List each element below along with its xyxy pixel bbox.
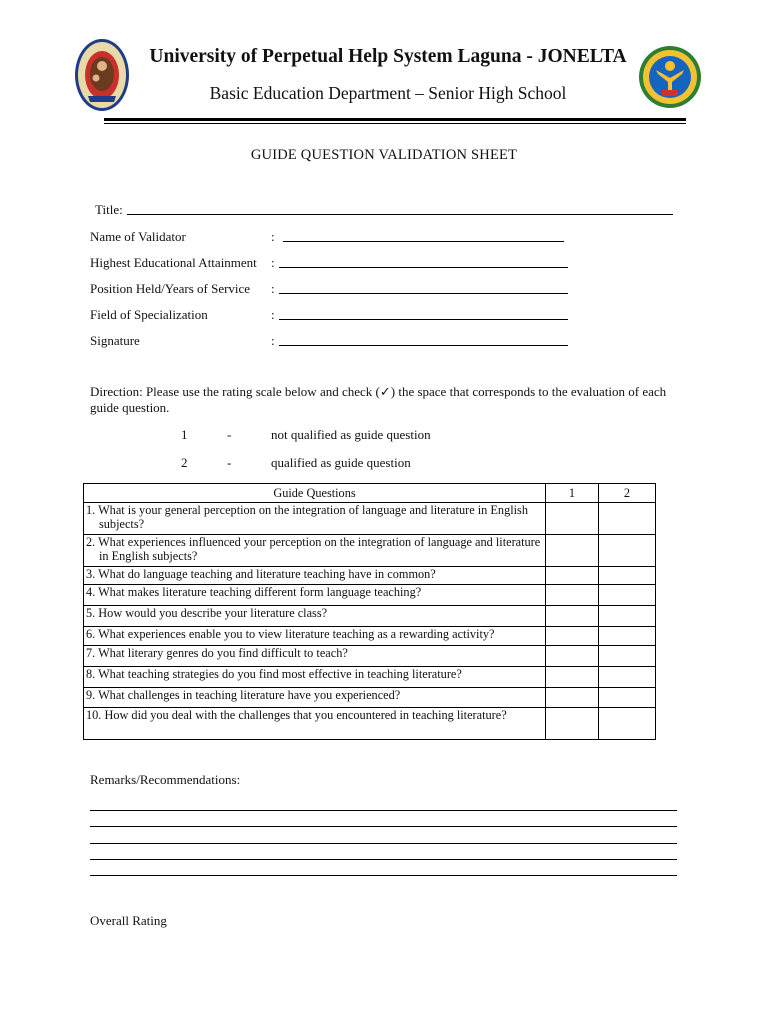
- remarks-line[interactable]: [90, 843, 677, 844]
- scale-description: qualified as guide question: [271, 455, 411, 470]
- scale-dash: -: [227, 455, 232, 470]
- question-text: 2. What experiences influenced your perception on the integration of language and literature in English subjects?: [86, 535, 541, 563]
- rating-cell-1[interactable]: [546, 646, 599, 667]
- specialization-label: Field of Specialization: [90, 307, 208, 322]
- validator-name-field[interactable]: [283, 241, 564, 242]
- table-header-row: [84, 484, 656, 503]
- question-text: 10. How did you deal with the challenges that you encountered in teaching literature?: [86, 708, 507, 722]
- rating-cell-2[interactable]: [599, 667, 656, 688]
- rating-cell-2[interactable]: [599, 567, 656, 585]
- table-row: [84, 567, 656, 585]
- educational-attainment-field[interactable]: [279, 267, 568, 268]
- rating-cell-2[interactable]: [599, 606, 656, 627]
- overall-rating-label: Overall Rating: [90, 913, 167, 928]
- rating-cell-1[interactable]: [546, 567, 599, 585]
- scale-dash: -: [227, 427, 232, 442]
- question-text: 4. What makes literature teaching different form language teaching?: [86, 585, 422, 599]
- remarks-line[interactable]: [90, 875, 677, 876]
- table-row: [84, 503, 656, 535]
- rating-cell-1[interactable]: [546, 535, 599, 567]
- educational-attainment-label: Highest Educational Attainment: [90, 255, 257, 270]
- position-label: Position Held/Years of Service: [90, 281, 251, 296]
- header-divider-thin: [104, 123, 686, 124]
- scale-value: 1: [181, 427, 188, 442]
- question-text: 5. How would you describe your literature class?: [86, 606, 328, 620]
- colon: :: [271, 281, 275, 296]
- rating-cell-1[interactable]: [546, 503, 599, 535]
- table-header: Guide Questions: [84, 484, 546, 503]
- header-divider: [104, 118, 686, 121]
- sheet-title: GUIDE QUESTION VALIDATION SHEET: [250, 147, 518, 163]
- question-text: 6. What experiences enable you to view literature teaching as a rewarding activity?: [86, 627, 495, 641]
- rating-cell-1[interactable]: [546, 585, 599, 606]
- question-text: 3. What do language teaching and literature teaching have in common?: [86, 567, 436, 581]
- rating-cell-1[interactable]: [546, 688, 599, 708]
- remarks-line[interactable]: [90, 859, 677, 860]
- rating-cell-1[interactable]: [546, 667, 599, 688]
- table-row: [84, 535, 656, 567]
- table-row: [84, 585, 656, 606]
- position-field[interactable]: [279, 293, 568, 294]
- colon: :: [271, 307, 275, 322]
- university-seal-logo: [74, 38, 130, 112]
- validator-name-label: Name of Validator: [90, 229, 186, 244]
- signature-label: Signature: [90, 333, 140, 348]
- rating-cell-2[interactable]: [599, 708, 656, 740]
- rating-cell-2[interactable]: [599, 535, 656, 567]
- rating-cell-1[interactable]: [546, 606, 599, 627]
- table-row: [84, 708, 656, 740]
- question-text: 1. What is your general perception on the integration of language and literature in English subjects?: [86, 503, 528, 531]
- table-row: [84, 646, 656, 667]
- colon: :: [271, 229, 275, 244]
- scale-value: 2: [181, 455, 188, 470]
- guide-questions-table: [83, 483, 656, 740]
- university-name: University of Perpetual Help System Laguna - JONELTA: [149, 46, 627, 67]
- rating-cell-1[interactable]: [546, 708, 599, 740]
- rating-cell-1[interactable]: [546, 627, 599, 646]
- remarks-line[interactable]: [90, 810, 677, 811]
- table-row: [84, 606, 656, 627]
- table-row: [84, 627, 656, 646]
- department-name: Basic Education Department – Senior High School: [209, 83, 567, 103]
- rating-cell-2[interactable]: [599, 627, 656, 646]
- question-text: 9. What challenges in teaching literature have you experienced?: [86, 688, 401, 702]
- table-row: [84, 688, 656, 708]
- senior-high-school-logo: [638, 44, 702, 110]
- remarks-line[interactable]: [90, 826, 677, 827]
- rating-cell-2[interactable]: [599, 688, 656, 708]
- title-label: Title:: [95, 202, 123, 217]
- colon: :: [271, 255, 275, 270]
- remarks-label: Remarks/Recommendations:: [90, 772, 241, 787]
- colon: :: [271, 333, 275, 348]
- table-header: 1: [546, 484, 599, 503]
- title-field[interactable]: [127, 214, 673, 215]
- rating-cell-2[interactable]: [599, 646, 656, 667]
- direction-text: Direction: Please use the rating scale below and check (✓) the space that corresponds to the evaluation of each guide question.: [90, 384, 667, 415]
- table-header: 2: [599, 484, 656, 503]
- scale-description: not qualified as guide question: [271, 427, 431, 442]
- question-text: 7. What literary genres do you find difficult to teach?: [86, 646, 348, 660]
- specialization-field[interactable]: [279, 319, 568, 320]
- question-text: 8. What teaching strategies do you find most effective in teaching literature?: [86, 667, 462, 681]
- signature-field[interactable]: [279, 345, 568, 346]
- table-row: [84, 667, 656, 688]
- rating-cell-2[interactable]: [599, 585, 656, 606]
- rating-cell-2[interactable]: [599, 503, 656, 535]
